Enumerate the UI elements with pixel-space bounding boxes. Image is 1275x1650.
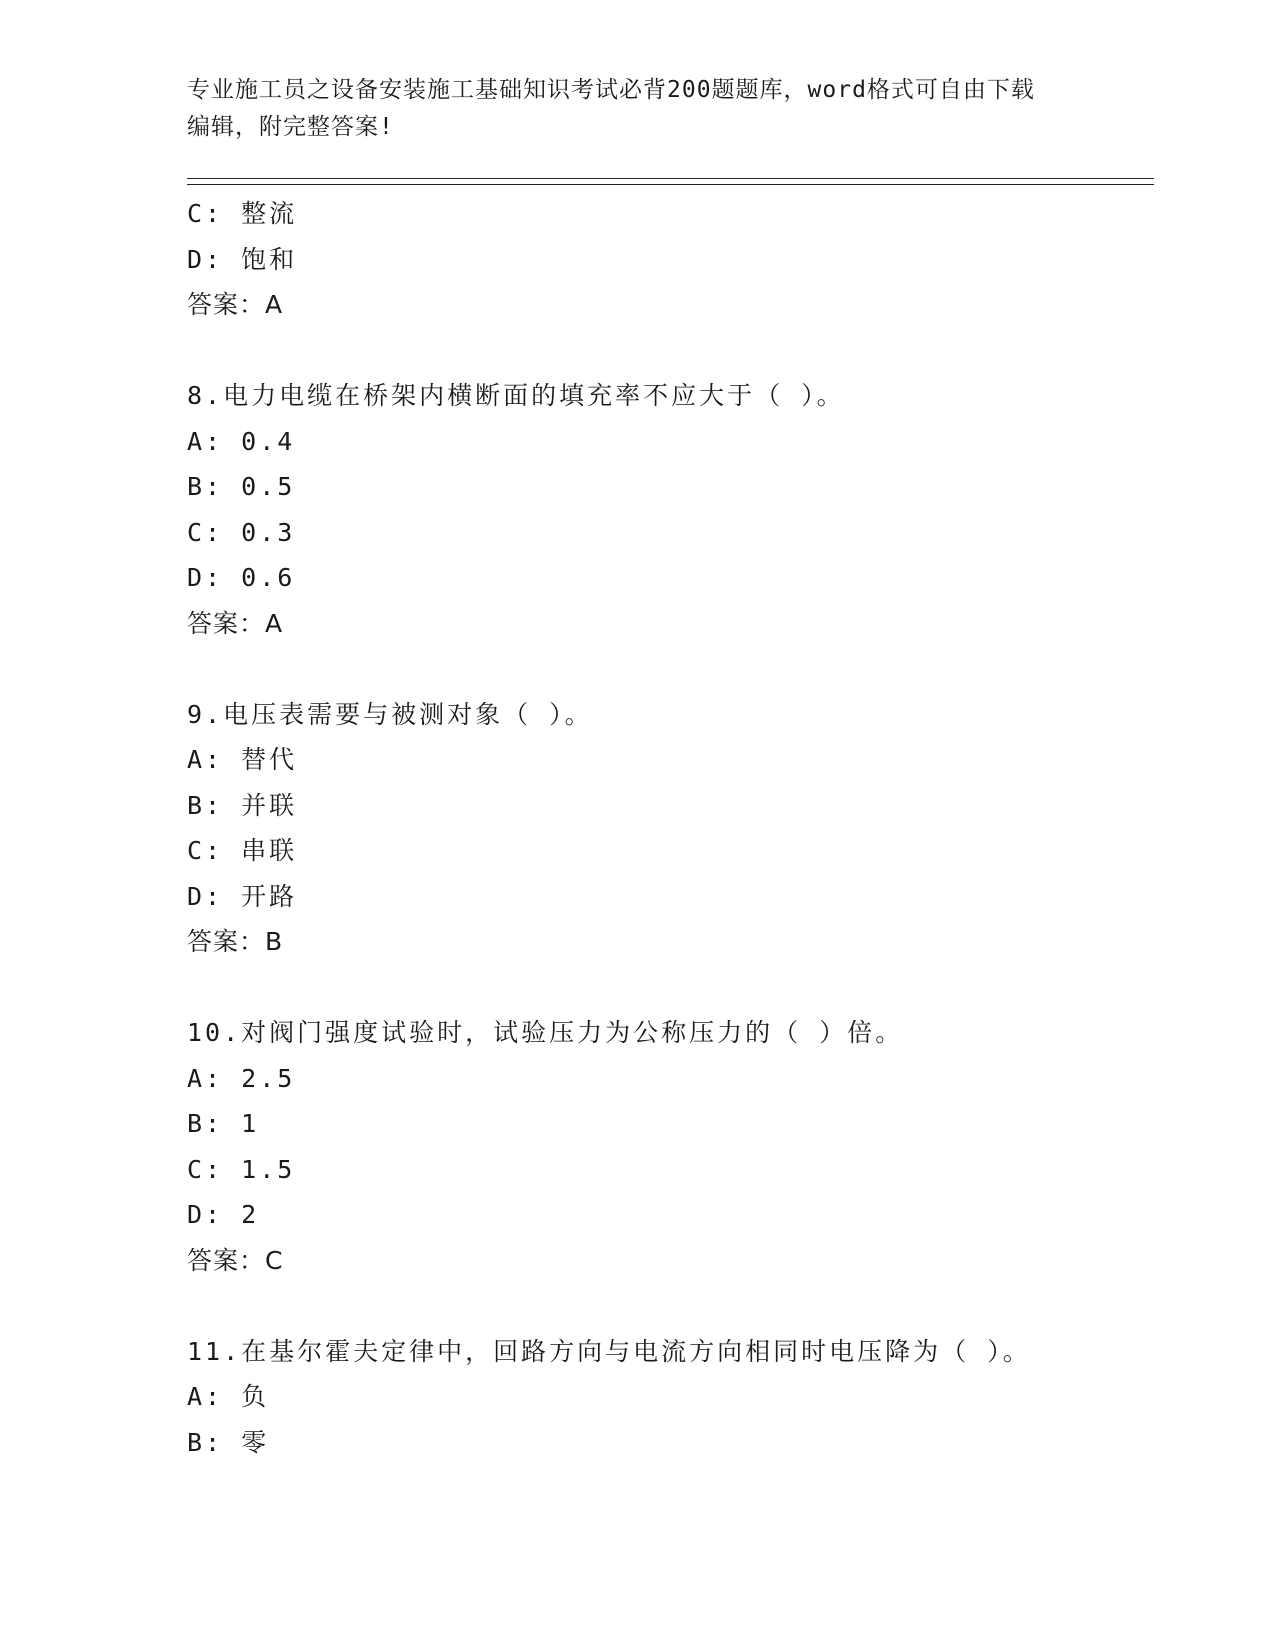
- option-c: C: 1.5: [187, 1154, 296, 1184]
- option-a: A: 2.5: [187, 1063, 296, 1093]
- question-spacer: [187, 965, 1147, 1011]
- option-d: D: 2: [187, 1200, 260, 1229]
- question-stem: 9.电压表需要与被测对象（ ）。: [187, 699, 593, 729]
- option-b: B: 0.5: [187, 472, 296, 501]
- option-a: A: 替代: [187, 745, 298, 774]
- question-9: [187, 692, 1147, 965]
- question-stem: 10.对阀门强度试验时，试验压力为公称压力的（ ）倍。: [187, 1018, 904, 1047]
- header-double-rule: [187, 178, 1154, 185]
- question-stem: 8.电力电缆在桥架内横断面的填充率不应大于（ ）。: [187, 381, 845, 410]
- answer-line: 答案：A: [187, 290, 284, 319]
- option-c: C: 0.3: [187, 517, 296, 547]
- option-b: B: 零: [187, 1427, 270, 1457]
- document-title: [187, 72, 1087, 146]
- option-b: B: 1: [187, 1109, 260, 1138]
- option-c: C: 串联: [187, 836, 298, 865]
- option-a: A: 负: [187, 1382, 270, 1411]
- option-a: A: 0.4: [187, 426, 296, 456]
- answer-line: 答案：C: [187, 1245, 284, 1275]
- option-d: D: 开路: [187, 881, 298, 911]
- option-d: D: 0.6: [187, 563, 296, 592]
- question-spacer: [187, 646, 1147, 692]
- question-7-continued: [187, 191, 1147, 328]
- question-spacer: [187, 328, 1147, 374]
- question-stem: 11.在基尔霍夫定律中，回路方向与电流方向相同时电压降为（ ）。: [187, 1336, 1031, 1366]
- title-line-1: 专业施工员之设备安装施工基础知识考试必背200题题库，word格式可自由下载: [187, 77, 1035, 103]
- answer-line: 答案：B: [187, 927, 284, 956]
- title-line-2: 编辑，附完整答案!: [187, 114, 394, 140]
- question-8: [187, 373, 1147, 646]
- question-list: [187, 191, 1147, 1465]
- answer-line: 答案：A: [187, 608, 284, 638]
- question-11: [187, 1329, 1147, 1466]
- option-c: C: 整流: [187, 199, 298, 228]
- question-10: [187, 1010, 1147, 1283]
- option-b: B: 并联: [187, 790, 298, 820]
- option-d: D: 饱和: [187, 244, 298, 274]
- question-spacer: [187, 1283, 1147, 1329]
